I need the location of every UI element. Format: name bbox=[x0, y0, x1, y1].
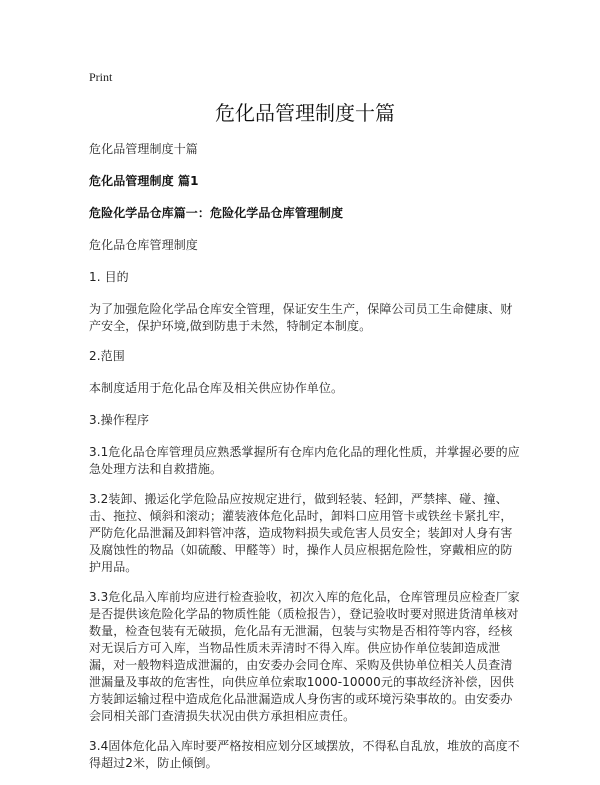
procedure-item-3-2: 3.2装卸、搬运化学危险品应按规定进行，做到轻装、轻卸，严禁摔、碰、撞、击、拖拉、倾斜和滚动；灌装液体危化品时，卸料口应用管卡或铁丝卡紧扎牢，严防危化品泄漏及卸料管冲落，造成物料损失或危害人员安全；装卸对人身有害及腐蚀性的物品（如硫酸、甲醛等）时，操作人员应根据危险性，穿戴相应的防护用品。 bbox=[89, 492, 513, 574]
purpose-paragraph: 为了加强危险化学品仓库安全管理，保证安生生产，保障公司员工生命健康、财产安全，保护环境,做到防患于未然，特制定本制度。 bbox=[89, 302, 513, 333]
section-heading: 危化品管理制度 篇1 bbox=[89, 174, 199, 188]
document-content bbox=[89, 70, 521, 785]
chapter-heading: 危险化学品仓库篇一：危险化学品仓库管理制度 bbox=[89, 206, 344, 220]
regulation-title: 危化品仓库管理制度 bbox=[89, 238, 198, 252]
procedure-item-3-4: 3.4固体危化品入库时要严格按相应划分区域摆放，不得私自乱放，堆放的高度不得超过2米，防止倾倒。 bbox=[89, 739, 520, 770]
purpose-heading: 1. 目的 bbox=[89, 270, 129, 284]
scope-paragraph: 本制度适用于危化品仓库及相关供应协作单位。 bbox=[89, 381, 344, 395]
subtitle-paragraph: 危化品管理制度十篇 bbox=[89, 142, 198, 156]
procedure-item-3-1: 3.1危化品仓库管理员应熟悉掌握所有仓库内危化品的理化性质，并掌握必要的应急处理方法和自救措施。 bbox=[89, 445, 520, 476]
procedure-item-3-3: 3.3危化品入库前均应进行检查验收，初次入库的危化品，仓库管理员应检查厂家是否提供该危险化学品的物质性能（质检报告），登记验收时要对照进货清单核对数量，检查包装有无破损，危化品有无泄漏，包装与实物是否相符等内容，经核对无误后方可入库，当物品性质未弄清时不得入库。供应协作单位装卸造成泄漏，对一般物料造成泄漏的，由安委办会同仓库、采购及供协单位相关人员查清泄漏量及事故的危害性，向供应单位索取1000-10000元的事故经济补偿，因供方装卸运输过程中造成危化品泄漏造成人身伤害的或环境污染事故的。由安委办会同相关部门查清损失状况由供方承担相应责任。 bbox=[89, 590, 520, 723]
document-title: 危化品管理制度十篇 bbox=[215, 101, 395, 125]
procedure-heading: 3.操作程序 bbox=[89, 413, 150, 427]
scope-heading: 2.范围 bbox=[89, 349, 125, 363]
print-label: Print bbox=[89, 70, 113, 84]
